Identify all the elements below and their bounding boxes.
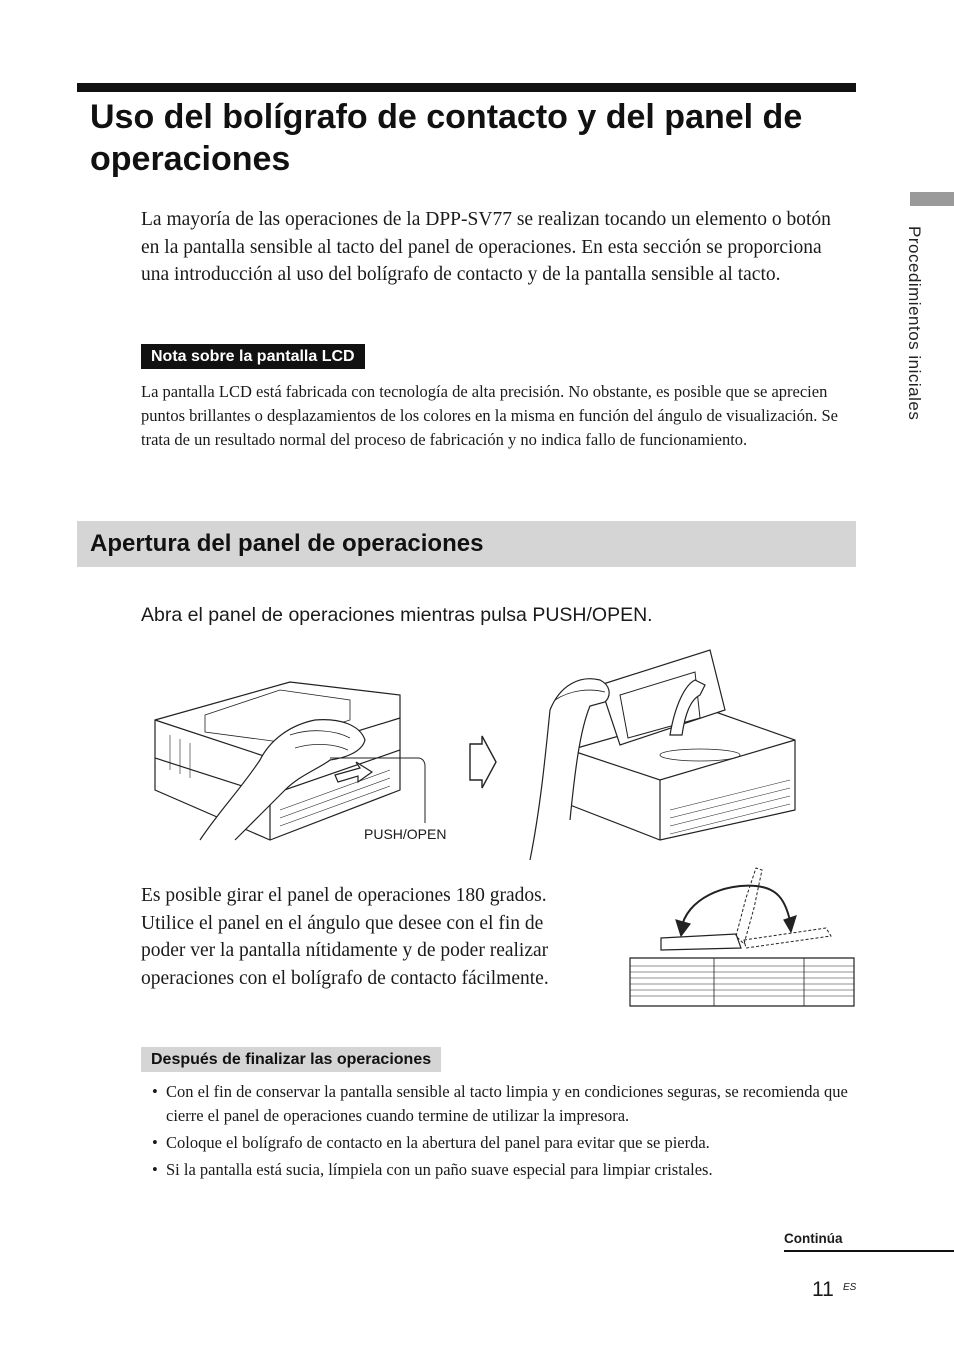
title-rule <box>77 83 856 92</box>
continues-label: Continúa <box>784 1231 843 1246</box>
side-section-label: Procedimientos iniciales <box>905 226 924 421</box>
after-note-label: Después de finalizar las operaciones <box>141 1047 441 1072</box>
section-title: Apertura del panel de operaciones <box>90 530 484 557</box>
intro-paragraph: La mayoría de las operaciones de la DPP-SV77 se realizan tocando un elemento o botón en la pantalla sensible al tacto del panel de operaciones. En esta sección se proporciona una introducción al uso del bolígrafo de contacto y de la pantalla sensible al tacto. <box>141 209 831 285</box>
rotation-illustration <box>626 858 858 1010</box>
page-title: Uso del bolígrafo de contacto y del panel de operaciones <box>90 98 803 178</box>
printer-open-drawing <box>530 650 795 860</box>
after-note-list <box>152 1080 852 1185</box>
continues-rule <box>784 1250 954 1252</box>
side-tab-marker <box>910 192 954 206</box>
lcd-note-text: La pantalla LCD está fabricada con tecnología de alta precisión. No obstante, es posible que se aprecien puntos brillantes o desplazamientos de los colores en la misma en función del ángulo de visualización. Se trata de un resultado normal del proceso de fabricación y no indica fallo de funcionamiento. <box>141 382 838 449</box>
page-language-suffix: ES <box>843 1282 857 1293</box>
printer-closed-drawing <box>155 682 425 840</box>
rotate-paragraph: Es posible girar el panel de operaciones 180 grados. Utilice el panel en el ángulo que desee con el fin de poder ver la pantalla nítidamente y de poder realizar operaciones con el bolígrafo de contacto fácilmente. <box>141 885 549 989</box>
list-item: • Con el fin de conservar la pantalla sensible al tacto limpia y en condiciones seguras, se recomienda que cierre el panel de operaciones cuando termine de utilizar la impresora. <box>152 1082 848 1125</box>
list-item: • Si la pantalla está sucia, límpiela con un paño suave especial para limpiar cristales. <box>152 1160 713 1179</box>
hollow-arrow-icon <box>470 736 496 788</box>
page-number: 11 <box>812 1278 834 1301</box>
instruction-text: Abra el panel de operaciones mientras pulsa PUSH/OPEN. <box>141 604 653 626</box>
list-item: • Coloque el bolígrafo de contacto en la abertura del panel para evitar que se pierda. <box>152 1133 710 1152</box>
push-open-label: PUSH/OPEN <box>364 826 447 842</box>
open-panel-illustration <box>150 640 810 860</box>
lcd-note-label: Nota sobre la pantalla LCD <box>141 344 365 369</box>
